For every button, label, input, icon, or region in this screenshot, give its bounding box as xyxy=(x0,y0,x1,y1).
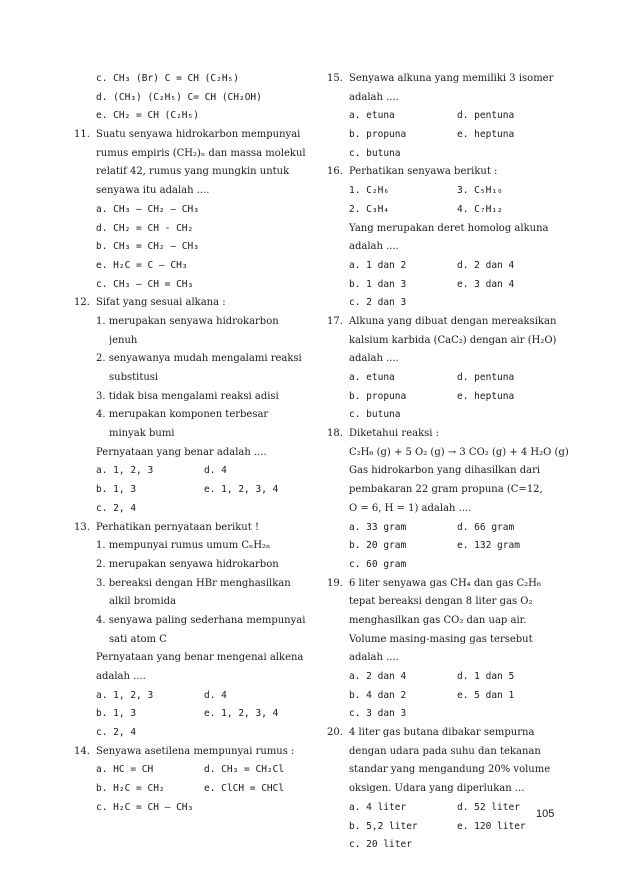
text-line xyxy=(74,388,314,407)
statement-item: 2. merupakan senyawa hidrokarbon xyxy=(96,558,279,570)
option-line xyxy=(74,276,314,295)
option-line xyxy=(327,537,572,556)
answer-option: c. 2, 4 xyxy=(96,727,137,739)
answer-option: c. 20 liter xyxy=(349,839,412,851)
answer-option: e. 132 gram xyxy=(457,540,520,552)
question-text: relatif 42, rumus yang mungkin untuk xyxy=(96,166,290,178)
question-text: Perhatikan senyawa berikut : xyxy=(349,166,498,178)
text-line xyxy=(74,537,314,556)
text-line xyxy=(327,500,572,519)
text-line xyxy=(74,444,314,463)
option-line xyxy=(327,705,572,724)
option-line xyxy=(74,89,314,108)
option-line xyxy=(327,388,572,407)
left-column xyxy=(74,70,314,818)
answer-option: c. butuna xyxy=(349,409,401,421)
answer-option: e. ClCH = CHCl xyxy=(204,783,285,795)
answer-option: d. pentuna xyxy=(457,372,515,383)
answer-option: c. 3 dan 3 xyxy=(349,708,407,720)
option-line xyxy=(327,294,572,313)
question-text: adalah .... xyxy=(96,671,146,682)
option-line xyxy=(74,500,314,519)
text-line xyxy=(327,743,572,762)
answer-option: b. propuna xyxy=(349,129,407,141)
text-line xyxy=(74,406,314,425)
option-line xyxy=(327,369,572,388)
statement-continuation: substitusi xyxy=(109,372,159,383)
statement-item: 4. merupakan komponen terbesar xyxy=(96,409,269,421)
answer-option: d. CH₂ = CH - CH₂ xyxy=(96,222,194,234)
statement-item: 3. bereaksi dengan HBr menghasilkan xyxy=(96,577,291,589)
question-line xyxy=(327,575,572,594)
answer-option: e. 1, 2, 3, 4 xyxy=(204,484,279,496)
question-number: 15. xyxy=(327,73,343,84)
question-text: 4 liter gas butana dibakar sempurna xyxy=(349,727,535,739)
question-text: Pernyataan yang benar mengenai alkena xyxy=(96,652,304,664)
question-number: 17. xyxy=(327,315,343,327)
right-column xyxy=(327,70,572,855)
question-text: Perhatikan pernyataan berikut ! xyxy=(96,521,259,533)
question-line xyxy=(74,126,314,145)
answer-option: b. 20 gram xyxy=(349,540,407,552)
question-text: adalah .... xyxy=(349,353,399,365)
option-line xyxy=(327,519,572,538)
text-line xyxy=(327,220,572,239)
answer-option: d. 2 dan 4 xyxy=(457,259,515,271)
answer-option: c. 2 dan 3 xyxy=(349,297,407,309)
answer-option: d. pentuna xyxy=(457,110,515,122)
question-line xyxy=(74,743,314,762)
answer-option: 2. C₃H₄ xyxy=(349,203,390,215)
option-line xyxy=(74,107,314,126)
question-text: Gas hidrokarbon yang dihasilkan dari xyxy=(349,465,541,477)
answer-option: e. CH₂ = CH (C₂H₅) xyxy=(96,110,199,122)
text-line xyxy=(327,332,572,351)
text-line xyxy=(74,668,314,687)
answer-option: 3. C₅H₁₀ xyxy=(457,185,503,197)
question-text: adalah .... xyxy=(349,91,399,103)
text-line xyxy=(327,481,572,500)
option-line xyxy=(74,462,314,481)
question-text: C₂H₆ (g) + 5 O₂ (g) → 3 CO₂ (g) + 4 H₂O (g) xyxy=(349,446,569,458)
option-line xyxy=(74,724,314,743)
answer-option: c. H₂C = CH – CH₃ xyxy=(96,801,194,813)
option-line xyxy=(327,107,572,126)
question-text: standar yang mengandung 20% volume xyxy=(349,764,551,776)
statement-item: 3. tidak bisa mengalami reaksi adisi xyxy=(96,390,279,402)
statement-item: 4. senyawa paling sederhana mempunyai xyxy=(96,614,306,626)
answer-option: d. 1 dan 5 xyxy=(457,671,515,682)
question-text: Diketahui reaksi : xyxy=(349,428,440,440)
question-text: tepat bereaksi dengan 8 liter gas O₂ xyxy=(349,596,533,608)
option-line xyxy=(327,556,572,575)
statement-continuation: minyak bumi xyxy=(109,428,175,440)
answer-option: 1. C₂H₆ xyxy=(349,185,390,197)
text-line xyxy=(327,89,572,108)
question-text: adalah .... xyxy=(349,652,399,664)
question-line xyxy=(327,313,572,332)
answer-option: c. 60 gram xyxy=(349,558,407,570)
text-line xyxy=(74,556,314,575)
answer-option: e. H₂C = C – CH₃ xyxy=(96,259,188,271)
question-text: Senyawa alkuna yang memiliki 3 isomer xyxy=(349,73,554,84)
text-line xyxy=(74,612,314,631)
answer-option: e. 120 liter xyxy=(457,820,526,832)
option-line xyxy=(74,238,314,257)
option-line xyxy=(327,201,572,220)
option-line xyxy=(327,276,572,295)
statement-continuation: alkil bromida xyxy=(109,596,177,608)
answer-option: a. 1 dan 2 xyxy=(349,259,407,271)
answer-option: a. 1, 2, 3 xyxy=(96,465,154,477)
statement-continuation: jenuh xyxy=(109,334,138,346)
question-line xyxy=(327,425,572,444)
answer-option: e. 1, 2, 3, 4 xyxy=(204,708,279,720)
text-line xyxy=(327,593,572,612)
answer-option: c. butuna xyxy=(349,147,401,159)
answer-option: a. etuna xyxy=(349,372,395,383)
text-line xyxy=(74,145,314,164)
question-number: 12. xyxy=(74,297,90,309)
statement-item: 1. merupakan senyawa hidrokarbon xyxy=(96,315,279,327)
text-line xyxy=(74,575,314,594)
question-number: 16. xyxy=(327,166,343,178)
answer-option: b. 1 dan 3 xyxy=(349,278,407,290)
text-line xyxy=(327,612,572,631)
question-number: 11. xyxy=(74,129,90,141)
option-line xyxy=(327,145,572,164)
answer-option: e. 3 dan 4 xyxy=(457,278,515,290)
question-line xyxy=(327,70,572,89)
question-text: Sifat yang sesuai alkana : xyxy=(96,297,226,309)
question-line xyxy=(74,519,314,538)
option-line xyxy=(74,70,314,89)
question-text: Yang merupakan deret homolog alkuna xyxy=(349,222,549,234)
text-line xyxy=(74,350,314,369)
option-line xyxy=(327,836,572,855)
option-line xyxy=(74,761,314,780)
option-line xyxy=(74,780,314,799)
answer-option: a. HC = CH xyxy=(96,764,154,776)
question-text: rumus empiris (CH₂)ₙ dan massa molekul xyxy=(96,147,306,159)
text-line xyxy=(327,780,572,799)
option-line xyxy=(74,799,314,818)
text-line xyxy=(74,163,314,182)
text-line xyxy=(74,631,314,650)
question-text: Suatu senyawa hidrokarbon mempunyai xyxy=(96,129,301,141)
option-line xyxy=(327,687,572,706)
option-line xyxy=(327,126,572,145)
option-line xyxy=(327,257,572,276)
question-text: Alkuna yang dibuat dengan mereaksikan xyxy=(349,315,557,327)
answer-option: e. heptuna xyxy=(457,129,515,141)
text-line xyxy=(327,649,572,668)
answer-option: b. 5,2 liter xyxy=(349,820,418,832)
answer-option: b. 1, 3 xyxy=(96,708,137,720)
answer-option: d. 52 liter xyxy=(457,801,520,813)
question-text: menghasilkan gas CO₂ dan uap air. xyxy=(349,614,527,626)
text-line xyxy=(327,631,572,650)
answer-option: d. CH₃ = CH₂Cl xyxy=(204,764,285,776)
option-line xyxy=(74,201,314,220)
text-line xyxy=(74,332,314,351)
answer-option: d. 4 xyxy=(204,465,227,477)
statement-item: 1. mempunyai rumus umum CₙH₂ₙ xyxy=(96,540,271,552)
question-text: 6 liter senyawa gas CH₄ dan gas C₂H₆ xyxy=(349,577,541,589)
text-line xyxy=(327,350,572,369)
text-line xyxy=(74,425,314,444)
answer-option: b. propuna xyxy=(349,390,407,402)
answer-option: c. CH₃ (Br) C = CH (C₂H₅) xyxy=(96,73,239,84)
answer-option: b. 1, 3 xyxy=(96,484,137,496)
option-line xyxy=(74,687,314,706)
answer-option: a. 33 gram xyxy=(349,521,407,533)
answer-option: a. etuna xyxy=(349,110,395,122)
text-line xyxy=(74,649,314,668)
answer-option: a. 1, 2, 3 xyxy=(96,689,154,701)
text-line xyxy=(74,313,314,332)
question-text: pembakaran 22 gram propuna (C=12, xyxy=(349,484,543,496)
answer-option: a. 2 dan 4 xyxy=(349,671,407,682)
option-line xyxy=(74,257,314,276)
option-line xyxy=(327,406,572,425)
page-number: 105 xyxy=(536,808,555,820)
question-text: Senyawa asetilena mempunyai rumus : xyxy=(96,745,295,757)
option-line xyxy=(74,705,314,724)
option-line xyxy=(327,818,572,837)
question-text: O = 6, H = 1) adalah .... xyxy=(349,502,472,514)
question-text: dengan udara pada suhu dan tekanan xyxy=(349,745,541,757)
question-line xyxy=(327,724,572,743)
answer-option: c. 2, 4 xyxy=(96,502,137,514)
question-text: Pernyataan yang benar adalah .... xyxy=(96,446,267,458)
text-line xyxy=(327,444,572,463)
text-line xyxy=(327,238,572,257)
question-text: Volume masing-masing gas tersebut xyxy=(349,633,533,645)
answer-option: b. 4 dan 2 xyxy=(349,689,407,701)
question-number: 19. xyxy=(327,577,343,589)
text-line xyxy=(327,462,572,481)
answer-option: b. H₂C = CH₂ xyxy=(96,783,165,795)
option-line xyxy=(327,668,572,687)
question-number: 20. xyxy=(327,727,343,739)
text-line xyxy=(327,761,572,780)
text-line xyxy=(74,369,314,388)
text-line xyxy=(74,593,314,612)
option-line xyxy=(74,220,314,239)
answer-option: b. CH₃ = CH₂ – CH₃ xyxy=(96,241,199,253)
option-line xyxy=(327,182,572,201)
answer-option: a. CH₃ – CH₂ – CH₃ xyxy=(96,203,199,215)
question-text: senyawa itu adalah .... xyxy=(96,185,210,197)
question-line xyxy=(327,163,572,182)
answer-option: a. 4 liter xyxy=(349,801,407,813)
text-line xyxy=(74,182,314,201)
question-text: adalah .... xyxy=(349,241,399,253)
question-number: 18. xyxy=(327,428,343,440)
answer-option: e. 5 dan 1 xyxy=(457,689,515,701)
option-line xyxy=(74,481,314,500)
statement-item: 2. senyawanya mudah mengalami reaksi xyxy=(96,353,302,365)
answer-option: d. 4 xyxy=(204,689,227,701)
question-number: 14. xyxy=(74,745,90,757)
question-text: kalsium karbida (CaC₂) dengan air (H₂O) xyxy=(349,334,557,346)
question-text: oksigen. Udara yang diperlukan ... xyxy=(349,783,525,795)
answer-option: d. (CH₃) (C₂H₅) C= CH (CH₂OH) xyxy=(96,91,262,103)
answer-option: c. CH₃ – CH = CH₃ xyxy=(96,278,194,290)
statement-continuation: sati atom C xyxy=(109,633,167,645)
answer-option: d. 66 gram xyxy=(457,521,515,533)
answer-option: 4. C₇H₁₂ xyxy=(457,203,503,215)
question-number: 13. xyxy=(74,521,90,533)
question-line xyxy=(74,294,314,313)
answer-option: e. heptuna xyxy=(457,390,515,402)
